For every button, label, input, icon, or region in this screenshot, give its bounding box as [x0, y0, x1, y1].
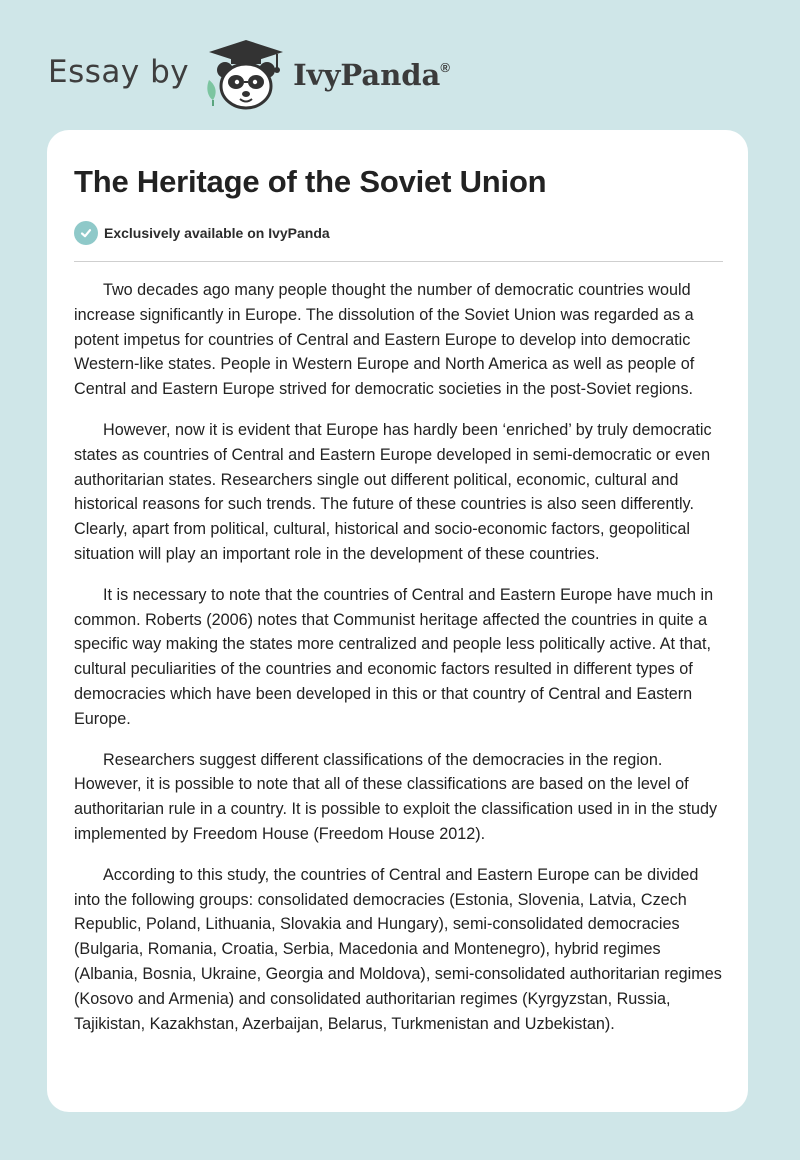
divider [74, 261, 723, 262]
panda-graduate-icon[interactable] [203, 36, 289, 112]
check-circle-icon [74, 221, 98, 245]
essay-body [74, 278, 724, 1052]
paragraph: However, now it is evident that Europe has hardly been ‘enriched’ by truly democratic states as countries of Central and Eastern Europe developed in semi-democratic or even authoritarian states. Researchers single out different political, economic, cultural and historical reasons for such trends. The future of these countries is also seen differently. Clearly, apart from political, cultural, historical and socio-economic factors, geopolitical situation will play an important role in the development of these countries. [74, 420, 712, 563]
paragraph: It is necessary to note that the countries of Central and Eastern Europe have much in common. Roberts (2006) notes that Communist heritage affected the countries in quite a specific way making the states more centralized and people less politically active. At that, cultural peculiarities of the countries and economic factors resulted in different types of democracies which have been developed in this or that country of Central and Eastern Europe. [74, 585, 714, 728]
badge-text: Exclusively available on IvyPanda [104, 225, 330, 241]
page-title: The Heritage of the Soviet Union [74, 164, 547, 199]
site-header [48, 34, 748, 114]
essay-by-label: Essay by [48, 54, 190, 90]
brand-logo-text[interactable]: IvyPanda® [293, 58, 450, 92]
paragraph: Two decades ago many people thought the number of democratic countries would increase significantly in Europe. The dissolution of the Soviet Union was regarded as a potent impetus for countries of Central and Eastern Europe to develop into democratic Western-like states. People in Western Europe and North America as well as people of Central and Eastern Europe strived for democratic societies in the post-Soviet regions. [74, 281, 695, 399]
paragraph: Researchers suggest different classifications of the democracies in the region. However, it is possible to note that all of these classifications are based on the level of authoritarian rule in a country. It is possible to exploit the classification used in in the study implemented by Freedom House (Freedom House 2012). [74, 750, 718, 843]
essay-card [47, 130, 748, 1112]
paragraph: According to this study, the countries of Central and Eastern Europe can be divided into the following groups: consolidated democracies (Estonia, Slovenia, Latvia, Czech Republic, Poland, Lithuania, Slovakia and Hungary), semi-consolidated democracies (Bulgaria, Romania, Croatia, Serbia, Macedonia and Montenegro), hybrid regimes (Albania, Bosnia, Ukraine, Georgia and Moldova), semi-consolidated authoritarian regimes (Kosovo and Armenia) and consolidated authoritarian regimes (Kyrgyzstan, Russia, Tajikistan, Kazakhstan, Azerbaijan, Belarus, Turkmenistan and Uzbekistan). [74, 865, 722, 1033]
exclusive-badge [74, 221, 330, 245]
